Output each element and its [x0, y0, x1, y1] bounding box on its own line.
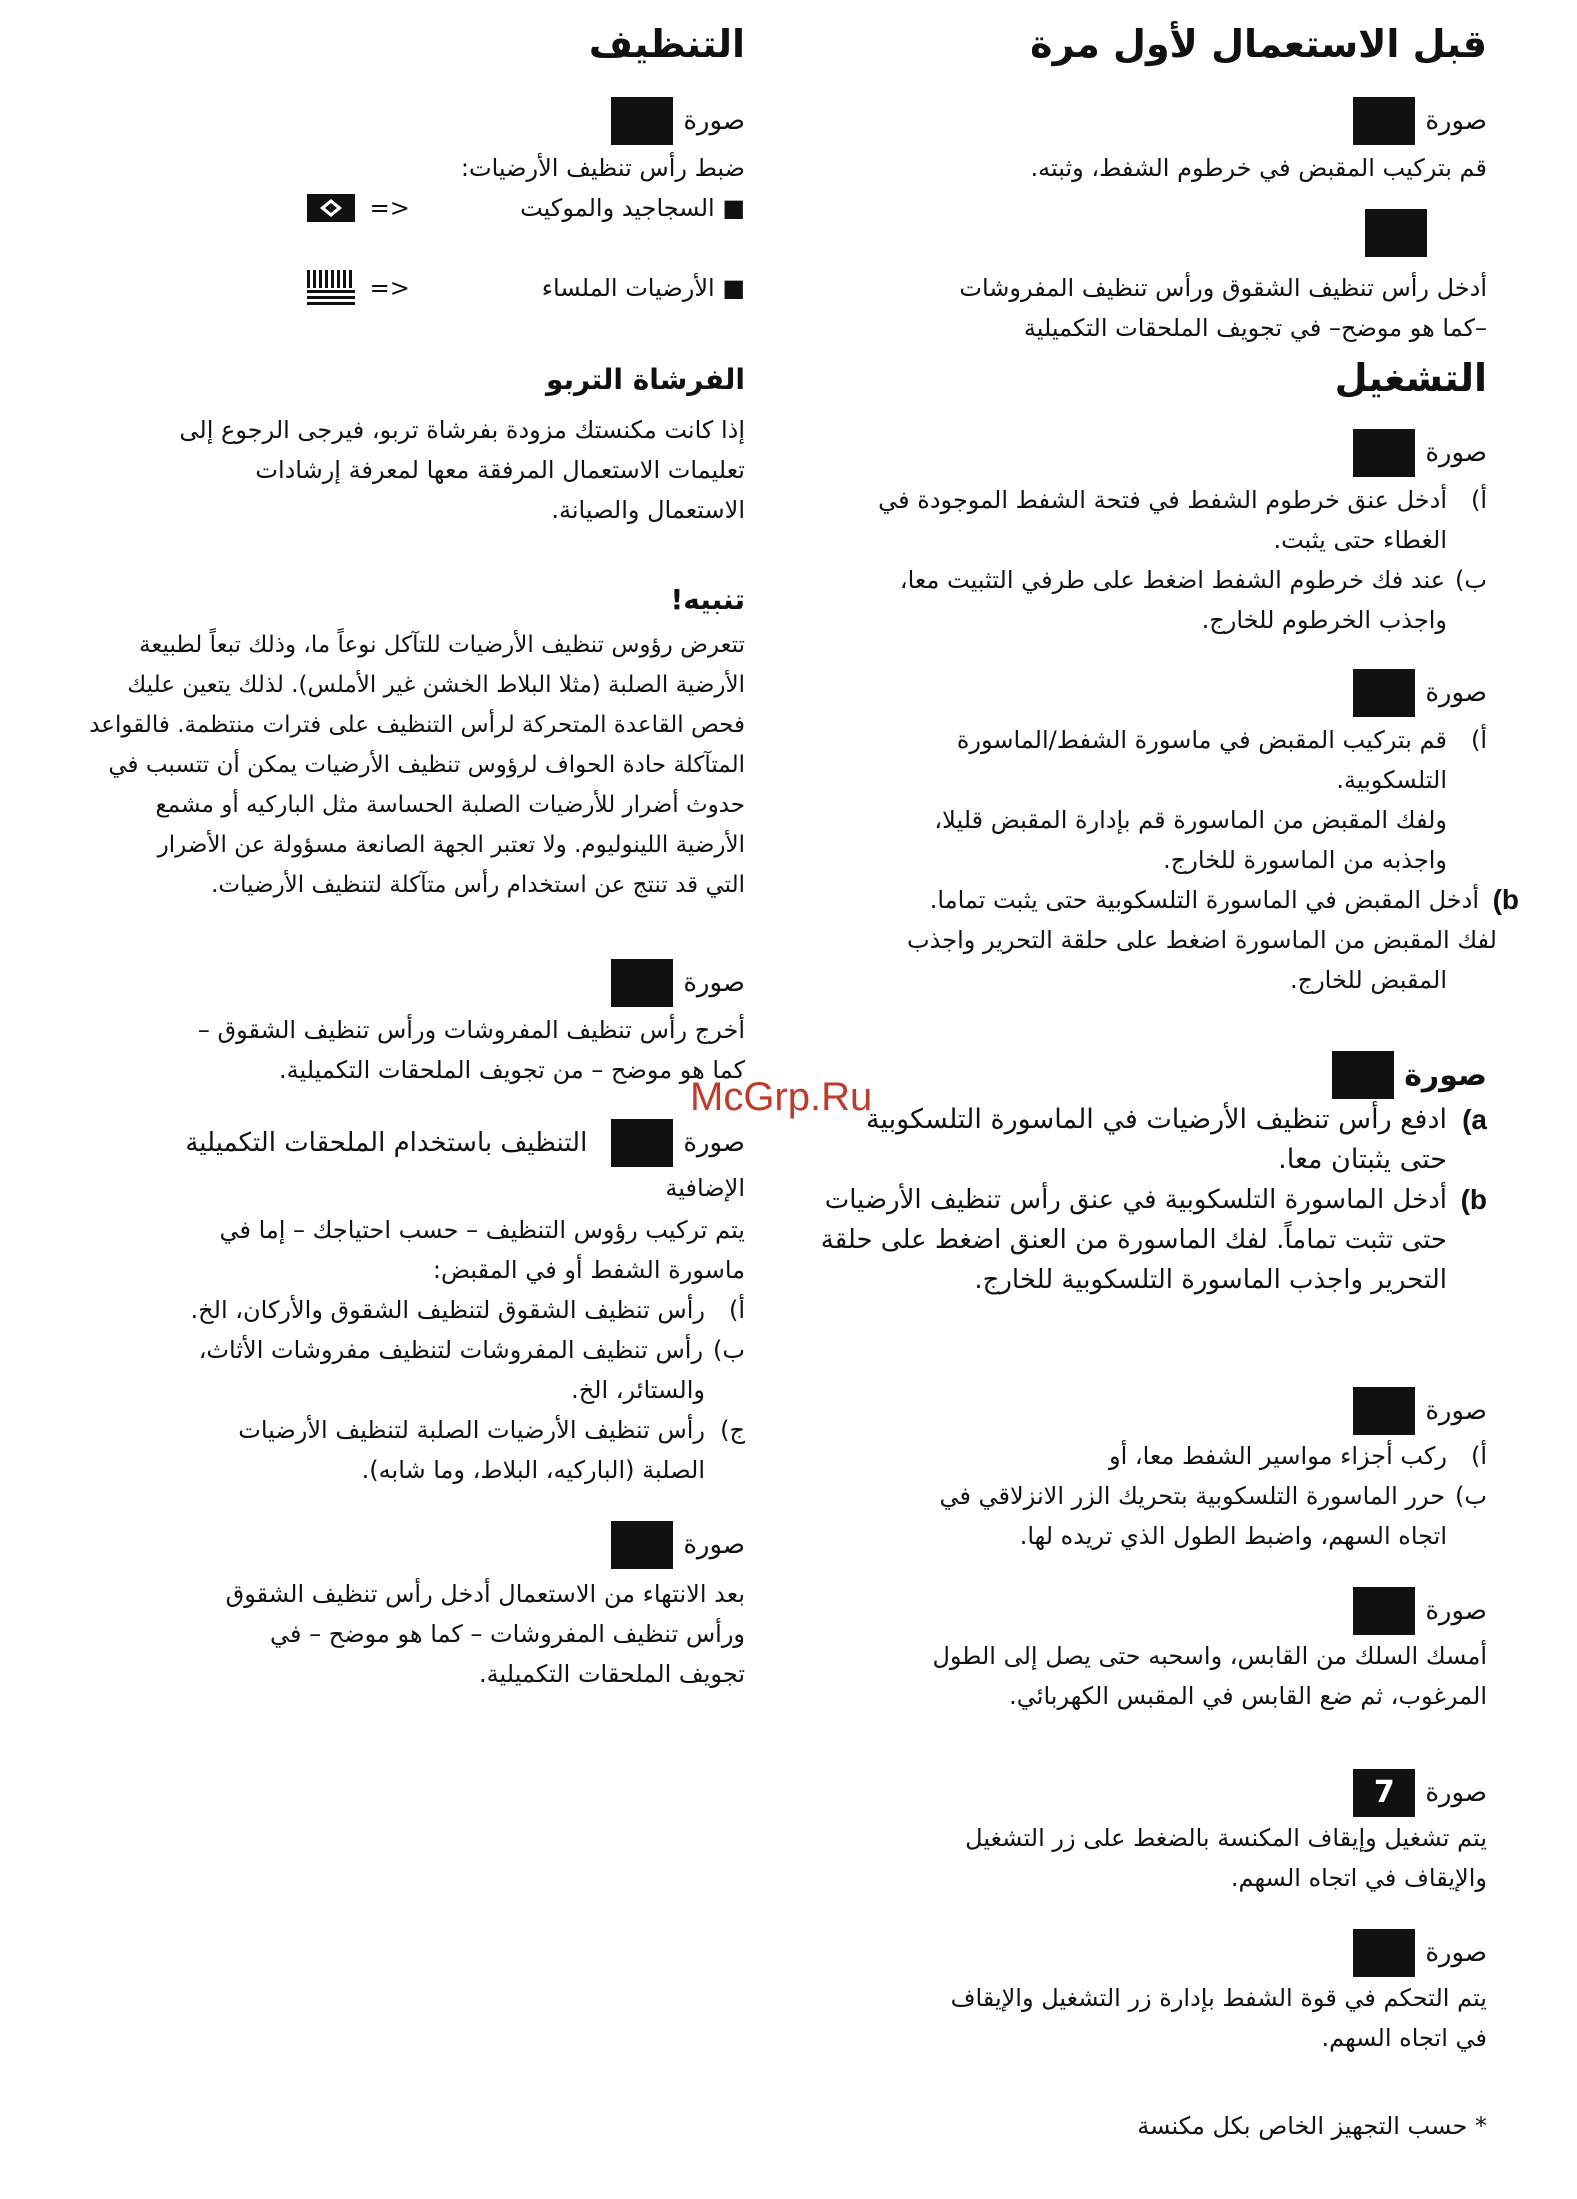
list-item-cont: الصلبة (الباركيه، البلاط، وما شابه).	[361, 1456, 705, 1484]
list-item: أدخل المقبض في الماسورة التلسكوبية حتى يثبت تماما.	[929, 886, 1479, 914]
figure-ref	[75, 1118, 745, 1168]
figure-label: صورة	[1425, 438, 1487, 468]
figure-number-box	[1353, 1387, 1415, 1435]
list-item-cont: المقبض للخارج.	[1289, 966, 1447, 994]
figure-number-box	[611, 97, 673, 145]
warning-line: حدوث أضرار للأرضيات الصلبة الحساسة مثل الباركيه أو مشمع	[155, 792, 745, 818]
remove-line: أخرج رأس تنظيف المفروشات ورأس تنظيف الشقوق –	[197, 1016, 745, 1044]
accessories-heading: التنظيف باستخدام الملحقات التكميلية	[185, 1128, 588, 1158]
figure-ref	[787, 668, 1487, 718]
turbo-paragraph	[75, 410, 745, 530]
setting-label: الأرضيات الملساء	[541, 274, 715, 302]
warning-line: المتآكلة حادة الحواف لرؤوس تنظيف الأرضيات يمكن أن تتسبب في	[108, 752, 745, 778]
list-marker: a)	[1462, 1104, 1487, 1135]
arrow: <=	[369, 194, 410, 222]
end-line: بعد الانتهاء من الاستعمال أدخل رأس تنظيف الشقوق	[225, 1580, 745, 1608]
figure-label: صورة	[683, 1128, 745, 1158]
carpet-mode-icon	[307, 190, 355, 226]
list-item-cont: لفك المقبض من الماسورة اضغط على حلقة التحرير واجذب	[907, 926, 1497, 954]
figure-number-box	[611, 1119, 673, 1167]
list-marker: أ)	[1470, 726, 1487, 754]
figure-label: صورة	[683, 1530, 745, 1560]
arrow: <=	[369, 274, 410, 302]
remove-line-cont: كما هو موضح – من تجويف الملحقات التكميلية.	[278, 1056, 745, 1084]
list-item: قم بتركيب المقبض في ماسورة الشفط/الماسورة	[956, 726, 1447, 754]
figure-ref	[75, 958, 745, 1008]
warning-line: فحص القاعدة المتحركة لرأس التنظيف على فترات منتظمة. فالقواعد	[89, 712, 745, 738]
list-marker: أ)	[728, 1296, 745, 1324]
first-use-step-2: أدخل رأس تنظيف الشقوق ورأس تنظيف المفروشات	[959, 274, 1487, 302]
warning-line: تتعرض رؤوس تنظيف الأرضيات للتآكل نوعاً ما، وذلك تبعاً لطبيعة	[139, 632, 745, 658]
list-item-cont: اتجاه السهم، واضبط الطول الذي تريده لها.	[1019, 1522, 1447, 1550]
list-marker: ب)	[713, 1336, 745, 1364]
list-marker: ب)	[1455, 1482, 1487, 1510]
figure-ref	[787, 428, 1487, 478]
figure-number-box	[1332, 1051, 1394, 1099]
figure-ref	[787, 1386, 1487, 1436]
figure-label: صورة	[1425, 1778, 1487, 1808]
turbo-line: إذا كانت مكنستك مزودة بفرشاة تربو، فيرجى الرجوع إلى	[179, 416, 745, 444]
list-marker: أ)	[1470, 1442, 1487, 1470]
list-marker: ب)	[1455, 566, 1487, 594]
figure-ref	[787, 1586, 1487, 1636]
figure-label: صورة	[1425, 1596, 1487, 1626]
setting-label: السجاجيد والموكيت	[520, 194, 715, 222]
op4-list	[787, 1436, 1487, 1556]
figure-label: صورة	[683, 106, 745, 136]
title-first-use: قبل الاستعمال لأول مرة	[1030, 22, 1487, 66]
warning-line: الأرضية الصلبة (مثلا البلاط الخشن غير الأملس). لذلك يتعين عليك	[127, 672, 745, 698]
list-item-cont: ولفك المقبض من الماسورة قم بإدارة المقبض قليلا،	[934, 806, 1447, 834]
bullet: ■	[714, 194, 745, 222]
list-marker: b)	[1460, 1184, 1487, 1215]
warning-line: الأرضية اللينوليوم. ولا تعتبر الجهة الصانعة مسؤولة عن الأضرار	[157, 832, 745, 858]
figure-label: صورة	[1404, 1057, 1487, 1093]
figure-ref	[787, 96, 1487, 146]
list-item: حرر الماسورة التلسكوبية بتحريك الزر الانزلاقي في	[939, 1482, 1446, 1510]
accessories-line: يتم تركيب رؤوس التنظيف – حسب احتياجك – إما في	[219, 1216, 745, 1244]
list-item-cont: واجذب الخرطوم للخارج.	[1201, 606, 1447, 634]
list-item-cont: والستائر، الخ.	[571, 1376, 705, 1404]
warning-paragraph	[75, 625, 745, 905]
figure-label: صورة	[1425, 1396, 1487, 1426]
figure-number-box	[1353, 1929, 1415, 1977]
list-item-cont: التلسكوبية.	[1336, 766, 1447, 794]
setting-smooth	[75, 268, 745, 308]
figure-number-box	[1353, 429, 1415, 477]
accessories-list	[75, 1290, 745, 1490]
figure-ref	[75, 96, 745, 146]
end-line-cont: ورأس تنظيف المفروشات – كما هو موضح – في	[270, 1620, 745, 1648]
footnote: * حسب التجهيز الخاص بكل مكنسة	[1137, 2112, 1487, 2140]
list-item-cont: واجذبه من الماسورة للخارج.	[1163, 846, 1447, 874]
op7-line-cont: في اتجاه السهم.	[1321, 2024, 1487, 2052]
op6-line-cont: والإيقاف في اتجاه السهم.	[1230, 1864, 1487, 1892]
op1-list	[787, 480, 1487, 640]
title-cleaning: التنظيف	[588, 22, 745, 66]
figure-number-box	[1353, 669, 1415, 717]
setting-carpets	[75, 188, 745, 228]
list-item: ادفع رأس تنظيف الأرضيات في الماسورة التلسكوبية	[866, 1104, 1447, 1135]
op5-line-cont: المرغوب، ثم ضع القابس في المقبس الكهربائي.	[1009, 1682, 1487, 1710]
figure-label: صورة	[683, 968, 745, 998]
title-operation: التشغيل	[1334, 356, 1487, 400]
warning-title: تنبيه!	[670, 583, 745, 616]
figure-number-box	[1353, 1587, 1415, 1635]
op7-line: يتم التحكم في قوة الشفط بإدارة زر التشغيل والإيقاف	[950, 1984, 1487, 2012]
op5-line: أمسك السلك من القابس، واسحبه حتى يصل إلى الطول	[932, 1642, 1487, 1670]
figure-label: صورة	[1425, 106, 1487, 136]
warning-line: التي قد تنتج عن استخدام رأس متآكلة لتنظيف الأرضيات.	[211, 872, 745, 898]
accessories-heading-cont: الإضافية	[665, 1174, 745, 1202]
turbo-title: الفرشاة التربو	[545, 363, 745, 396]
first-use-step-2-cont: –كما هو موضح– في تجويف الملحقات التكميلية	[1023, 314, 1487, 342]
list-item: أدخل الماسورة التلسكوبية في عنق رأس تنظيف الأرضيات	[824, 1185, 1447, 1215]
figure-ref	[75, 1520, 745, 1570]
list-item-cont: حتى يثبتان معا.	[1278, 1144, 1447, 1175]
op3-list	[787, 1100, 1487, 1300]
list-item: أدخل عنق خرطوم الشفط في فتحة الشفط الموجودة في	[878, 486, 1447, 514]
figure-ref	[787, 1928, 1487, 1978]
turbo-line: تعليمات الاستعمال المرفقة معها لمعرفة إرشادات	[255, 456, 745, 484]
figure-ref	[787, 1768, 1487, 1818]
list-item: رأس تنظيف المفروشات لتنظيف مفروشات الأثاث،	[198, 1336, 704, 1364]
list-marker: ج)	[720, 1416, 745, 1444]
list-marker: b)	[1492, 884, 1519, 915]
list-item: عند فك خرطوم الشفط اضغط على طرفي التثبيت معا،	[899, 566, 1446, 594]
figure-number-box	[611, 959, 673, 1007]
list-item: ركب أجزاء مواسير الشفط معا، أو	[1108, 1442, 1447, 1470]
watermark: McGrp.Ru	[690, 1075, 873, 1119]
list-item: رأس تنظيف الشقوق لتنظيف الشقوق والأركان، الخ.	[190, 1296, 705, 1324]
figure-number-box: 7	[1353, 1769, 1415, 1817]
accessories-line-cont: ماسورة الشفط أو في المقبض:	[432, 1256, 745, 1284]
figure-ref	[787, 1050, 1487, 1100]
list-item: رأس تنظيف الأرضيات الصلبة لتنظيف الأرضيات	[238, 1416, 705, 1444]
op2-list	[787, 720, 1519, 1000]
op6-line: يتم تشغيل وإيقاف المكنسة بالضغط على زر التشغيل	[965, 1824, 1487, 1852]
figure-label: صورة	[1425, 678, 1487, 708]
figure-label: صورة	[1425, 1938, 1487, 1968]
first-use-step-1: قم بتركيب المقبض في خرطوم الشفط، وثبته.	[1030, 154, 1487, 182]
list-item-cont: التحرير واجذب الماسورة التلسكوبية للخارج.	[974, 1265, 1447, 1295]
figure-number-box	[611, 1521, 673, 1569]
adjust-head-text: ضبط رأس تنظيف الأرضيات:	[460, 154, 745, 182]
figure-number-box	[1353, 97, 1415, 145]
list-item-cont: حتى تثبت تماماً. لفك الماسورة من العنق اضغط على حلقة	[820, 1225, 1447, 1255]
bullet: ■	[714, 274, 745, 302]
figure-number-box	[1365, 209, 1427, 257]
turbo-line: الاستعمال والصيانة.	[551, 496, 745, 524]
list-marker: أ)	[1470, 486, 1487, 514]
smooth-floor-mode-icon	[307, 270, 355, 306]
list-item-cont: الغطاء حتى يثبت.	[1273, 526, 1447, 554]
end-line-cont: تجويف الملحقات التكميلية.	[479, 1660, 745, 1688]
figure-ref	[1365, 208, 1427, 258]
